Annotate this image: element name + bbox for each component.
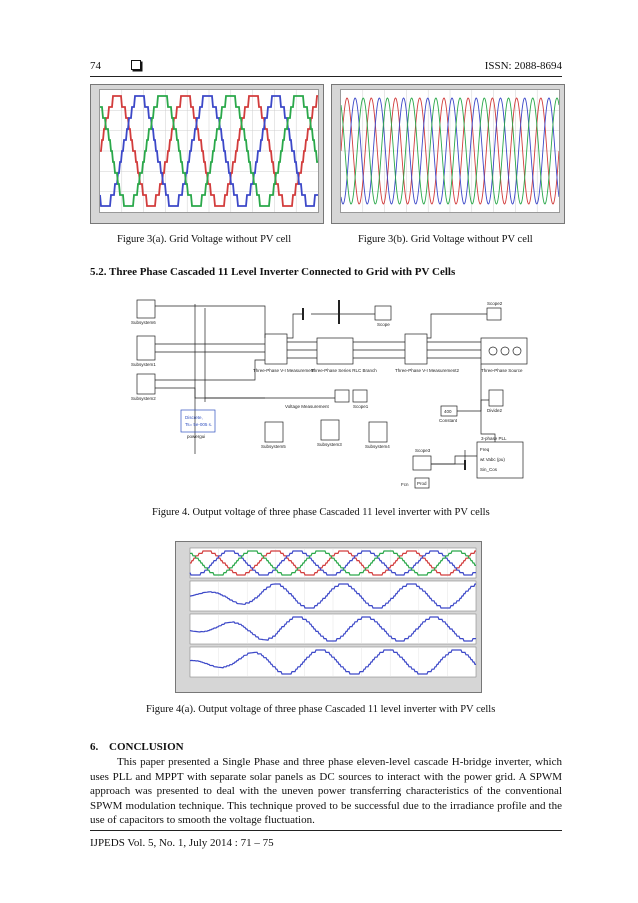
sl-vi-meas2: Three-Phase V-I Measurement2 (395, 368, 460, 373)
figure-4a-plot (175, 541, 482, 693)
sl-pll-port3: Sin_Cos (480, 467, 498, 472)
figure-4a-caption: Figure 4(a). Output voltage of three phase Cascaded 11 level inverter with PV cells (146, 704, 496, 715)
sl-subsystem6: Subsystem6 (131, 320, 156, 325)
footer-citation: IJPEDS Vol. 5, No. 1, July 2014 : 71 – 75 (90, 837, 274, 849)
figure-3b-waveforms (341, 90, 559, 212)
conclusion-heading: CONCLUSION (109, 741, 184, 753)
sl-subsystem5: Subsystem5 (261, 444, 286, 449)
sl-pll-title: 3-phase PLL (481, 436, 507, 441)
figure-4-caption: Figure 4. Output voltage of three phase Cascaded 11 level inverter with PV cells (152, 507, 490, 518)
conclusion-text: This paper presented a Single Phase and three phase eleven-level cascade H-bridge inverter, which uses PLL and MPPT with separate solar panels as DC sources to interact with the power grid. A SPWM approach was presented to deal with the uneven power transferring characteristics of the conventional SPWM modulation technique. This technique proved to be successful due to the irradiance profile and the use of capacitors to smooth the voltage fluctuation. (90, 756, 562, 826)
sl-scope3: Scope3 (415, 448, 431, 453)
sl-scope2: Scope2 (487, 301, 503, 306)
sl-pll-port2: wt Vabc (pu) (480, 457, 505, 462)
page-number: 74 (90, 60, 101, 72)
sl-pll-label: Fcn (401, 482, 409, 487)
footer-rule (90, 830, 562, 831)
conclusion-paragraph (90, 755, 562, 828)
header-rule (90, 76, 562, 77)
section-5-2-heading: 5.2. Three Phase Cascaded 11 Level Inverter Connected to Grid with PV Cells (90, 266, 456, 278)
figure-3a-waveforms (100, 90, 318, 212)
sl-constant: Constant (439, 418, 458, 423)
sl-rlc: Three-Phase Series RLC Branch (311, 368, 377, 373)
sl-product: Prod (417, 481, 427, 486)
sl-subsystem3: Subsystem3 (317, 442, 342, 447)
figure-4a-waveforms (176, 542, 481, 692)
figure-3b-caption: Figure 3(b). Grid Voltage without PV cell (358, 234, 533, 245)
sl-pll-port1: Freq (480, 447, 490, 452)
sl-scope: Scope (377, 322, 390, 327)
sl-voltage-meas: Voltage Measurement (285, 404, 329, 409)
sl-powergui-l2: Ts= 5e-005 s. (185, 422, 213, 427)
sl-powergui: powergui (187, 434, 206, 439)
sl-subsystem2: Subsystem2 (131, 396, 156, 401)
journal-issn: ISSN: 2088-8694 (484, 60, 562, 72)
sl-subsystem4: Subsystem4 (365, 444, 390, 449)
checkbox-glyph-icon (131, 60, 141, 70)
figure-3b-plot (331, 84, 565, 224)
conclusion-number: 6. (90, 741, 99, 753)
sl-constant-value: 400 (444, 409, 452, 414)
sl-vi-meas1: Three-Phase V-I Measurement (253, 368, 315, 373)
sl-divide: Divide2 (487, 408, 503, 413)
figure-3a-caption: Figure 3(a). Grid Voltage without PV cell (117, 234, 292, 245)
sl-scope1: Scope1 (353, 404, 369, 409)
figure-3a-plot (90, 84, 324, 224)
sl-subsystem1: Subsystem1 (131, 362, 156, 367)
sl-powergui-l1: Discrete, (185, 415, 203, 420)
sl-source: Three-Phase Source (481, 368, 523, 373)
simulink-diagram (125, 294, 545, 494)
